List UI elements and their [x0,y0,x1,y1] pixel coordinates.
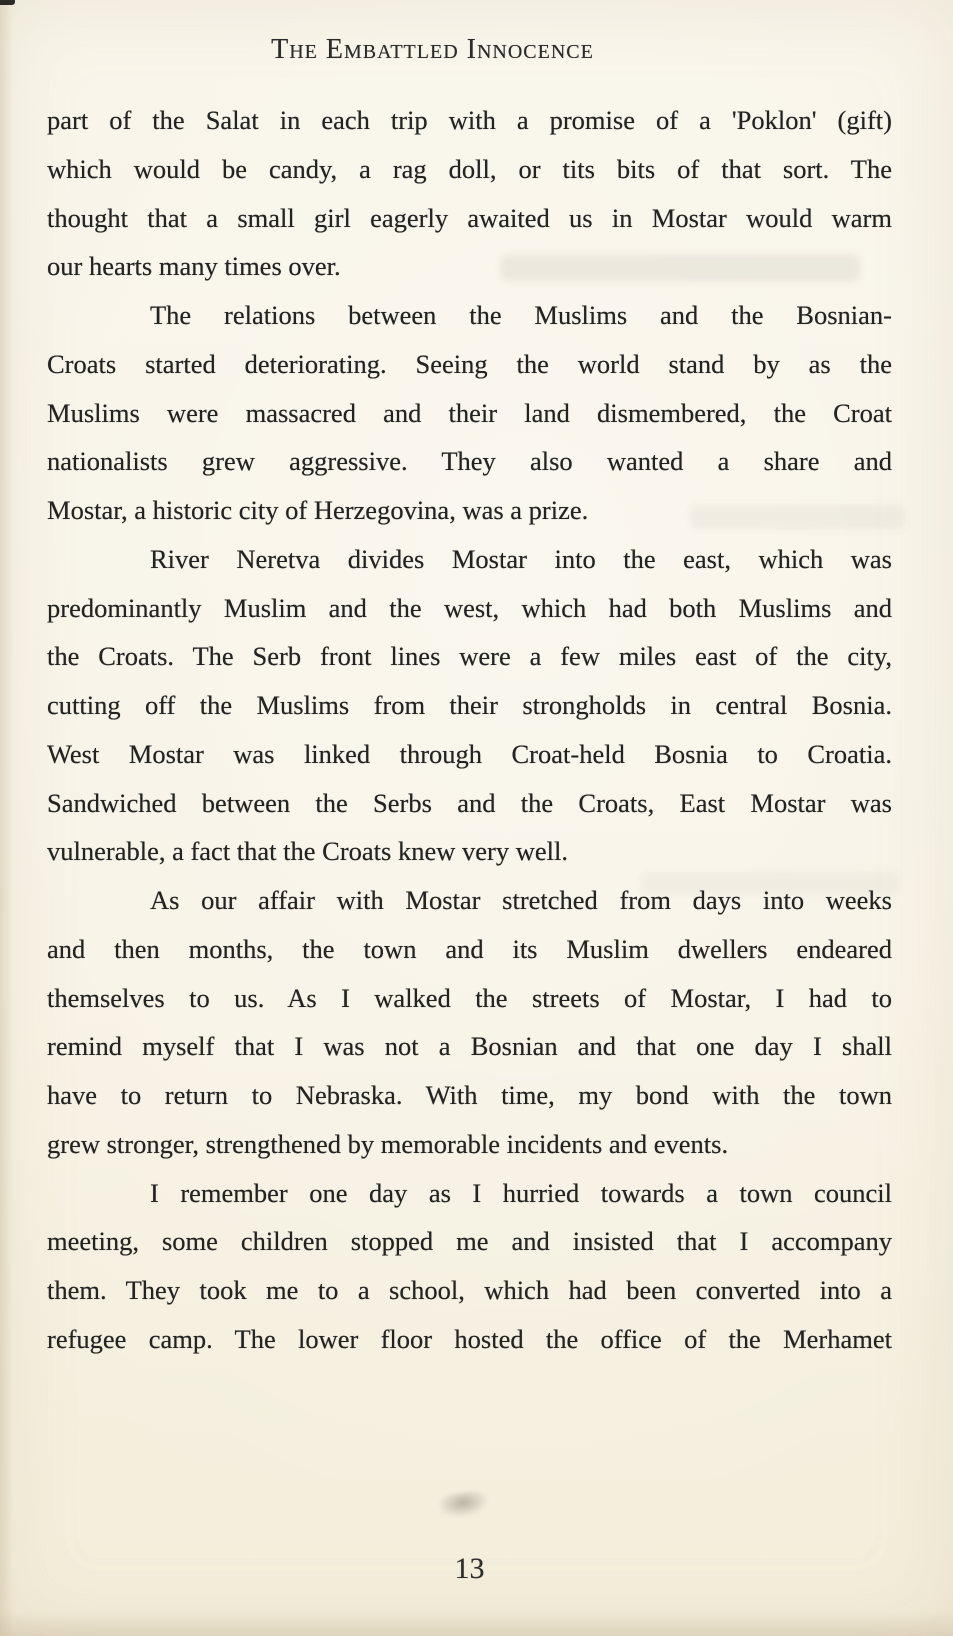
body-text-block [47,96,892,1364]
paragraph [47,876,892,1169]
text-line: River Neretva divides Mostar into the east, which was [150,543,892,574]
text-line: Muslims were massacred and their land dismembered, the Croat [47,397,892,428]
paper-smudge [438,1489,493,1522]
text-line: our hearts many times over. [47,251,341,282]
text-line: the Croats. The Serb front lines were a few miles east of the city, [47,641,892,672]
text-line: thought that a small girl eagerly awaited us in Mostar would warm [47,202,892,233]
text-line: them. They took me to a school, which had been converted into a [47,1275,892,1305]
text-line: have to return to Nebraska. With time, my bond with the town [47,1080,892,1110]
text-line: Sandwiched between the Serbs and the Croats, East Mostar was [47,787,892,818]
paragraph [47,535,892,876]
scanner-corner-mark [0,0,15,5]
text-line: West Mostar was linked through Croat-held Bosnia to Croatia. [47,738,892,769]
scan-edge-shadow-left [0,0,14,1636]
paragraph [47,96,892,291]
text-line: themselves to us. As I walked the streets of Mostar, I had to [47,982,892,1013]
text-line: refugee camp. The lower floor hosted the office of the Merhamet [47,1323,892,1354]
page-number: 13 [454,1552,485,1585]
text-line: meeting, some children stopped me and insisted that I accompany [47,1226,892,1257]
text-line: Mostar, a historic city of Herzegovina, was a prize. [47,495,589,525]
running-head-title: The Embattled Innocence [271,34,594,65]
paragraph [47,1169,892,1364]
text-line: remind myself that I was not a Bosnian and that one day I shall [47,1031,892,1062]
text-line: and then months, the town and its Muslim dwellers endeared [47,933,892,964]
text-line: I remember one day as I hurried towards a town council [150,1177,892,1208]
text-line: As our affair with Mostar stretched from days into weeks [150,885,892,915]
text-line: predominantly Muslim and the west, which had both Muslims and [47,592,892,623]
text-line: grew stronger, strengthened by memorable incidents and events. [47,1128,729,1159]
paragraph [47,291,892,535]
text-line: vulnerable, a fact that the Croats knew very well. [47,836,568,867]
text-line: cutting off the Muslims from their strongholds in central Bosnia. [47,690,892,720]
scan-edge-shadow-bottom [0,1610,953,1636]
text-line: part of the Salat in each trip with a promise of a 'Poklon' (gift) [47,105,892,135]
text-line: nationalists grew aggressive. They also wanted a share and [47,446,892,477]
text-line: which would be candy, a rag doll, or tits bits of that sort. The [47,153,892,184]
text-line: The relations between the Muslims and the Bosnian- [150,300,892,330]
text-line: Croats started deteriorating. Seeing the world stand by as the [47,348,892,379]
